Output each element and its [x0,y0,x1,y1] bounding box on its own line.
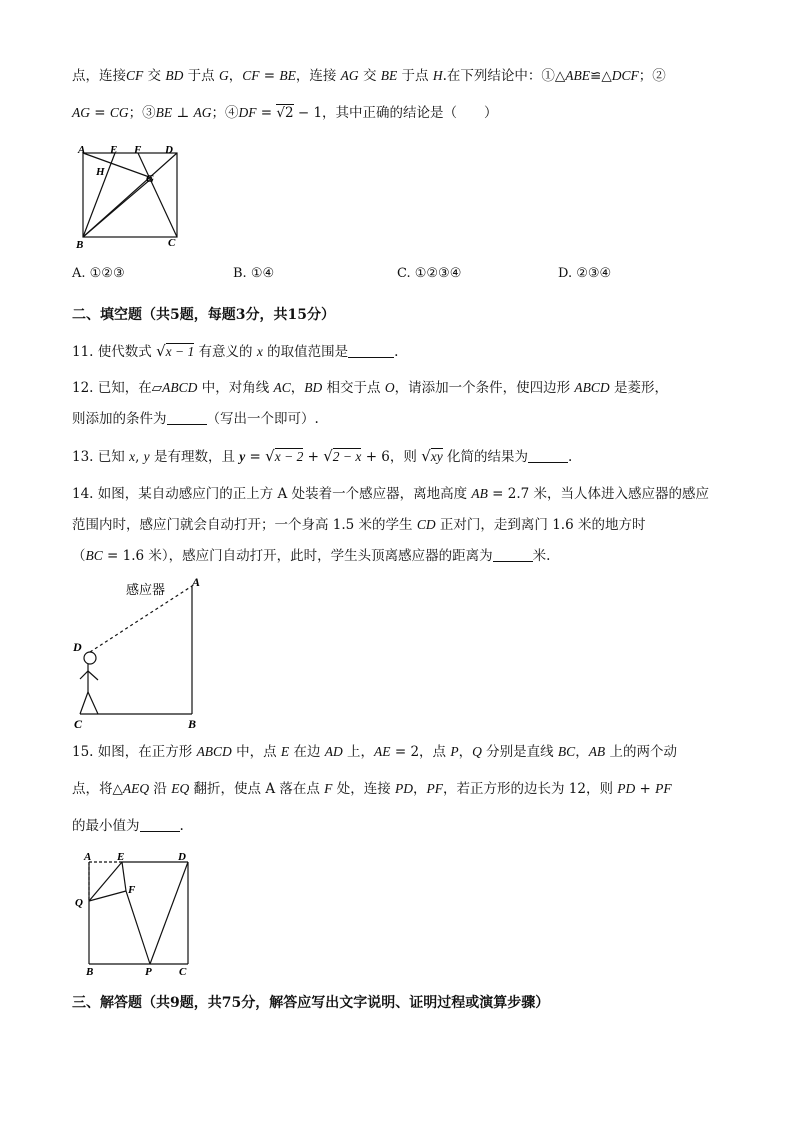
q14-text-line1: 14. 如图，某自动感应门的正上方 A 处装着一个感应器，离地高度 AB = 2.7 米，当人体进入感应器的感应 [72,486,710,502]
section-3-heading: 三、解答题（共9题，共75分，解答应写出文字说明、证明过程或演算步骤） [72,995,550,1011]
q10-option-a: A. ①②③ [72,266,125,281]
q15-label-d: D [178,851,186,863]
q15-label-a: A [84,851,92,863]
q12-text-line1: 12. 已知，在▱ABCD 中，对角线 AC，BD 相交于点 O，请添加一个条件，使四边形 ABCD 是菱形， [72,380,668,396]
q14-sensor-label: 感应器 [126,583,166,598]
q14-text-line3: （BC = 1.6 米），感应门自动打开，此时，学生头顶离感应器的距离为 米. [72,548,551,564]
q10-square-figure [72,142,187,250]
q10-option-d: D. ②③④ [558,266,612,281]
q10-option-c: C. ①②③④ [397,266,462,281]
q10-label-e: E [110,144,118,156]
q10-label-f: F [134,144,142,156]
q10-text-line1: 点，连接CF 交 BD 于点 G，CF = BE，连接 AG 交 BE 于点 H.在下列结论中：①△ABE≌△DCF；② [72,68,666,84]
q14-text-line2: 范围内时，感应门就会自动打开；一个身高 1.5 米的学生 CD 正对门，走到离门 1.6 米的地方时 [72,517,646,533]
q11-text: 11. 使代数式 √x − 1 有意义的 x 的取值范围是 . [72,342,399,360]
q15-text-line2: 点，将△AEQ 沿 EQ 翻折，使点 A 落在点 F 处，连接 PD，PF，若正方形的边长为 12，则 PD + PF [72,781,672,797]
section-2-heading: 二、填空题（共5题，每题3分，共15分） [72,307,335,323]
q10-text-line2: AG = CG；③BE ⊥ AG；④DF = √2 − 1，其中正确的结论是（ ） [72,105,498,121]
q15-text-line1: 15. 如图，在正方形 ABCD 中，点 E 在边 AD 上，AE = 2，点 P，Q 分别是直线 BC，AB 上的两个动 [72,744,677,760]
q10-label-h: H [96,166,105,178]
q10-label-a: A [78,144,86,156]
q15-label-b: B [86,966,94,978]
q15-label-c: C [179,966,187,978]
q12-text-line2: 则添加的条件为 （写出一个即可）. [72,411,319,427]
q15-label-e: E [117,851,125,863]
q15-label-q: Q [75,897,83,909]
q14-label-b: B [188,717,197,731]
q14-label-a: A [192,575,201,589]
q15-label-p: P [145,966,152,978]
q10-label-b: B [76,239,84,250]
q14-sensor-figure [68,574,218,734]
q15-label-f: F [128,884,136,896]
q10-label-c: C [168,237,176,249]
q10-label-g: G [146,173,154,185]
q10-label-d: D [165,144,173,156]
q15-text-line3: 的最小值为 . [72,818,184,834]
q15-square-figure [72,846,202,978]
q14-label-d: D [73,640,82,654]
q14-label-c: C [74,717,83,731]
q13-text: 13. 已知 x, y 是有理数，且 y = √x − 2 + √2 − x + 6，则 √xy 化简的结果为 . [72,447,573,465]
q10-option-b: B. ①④ [233,266,275,281]
